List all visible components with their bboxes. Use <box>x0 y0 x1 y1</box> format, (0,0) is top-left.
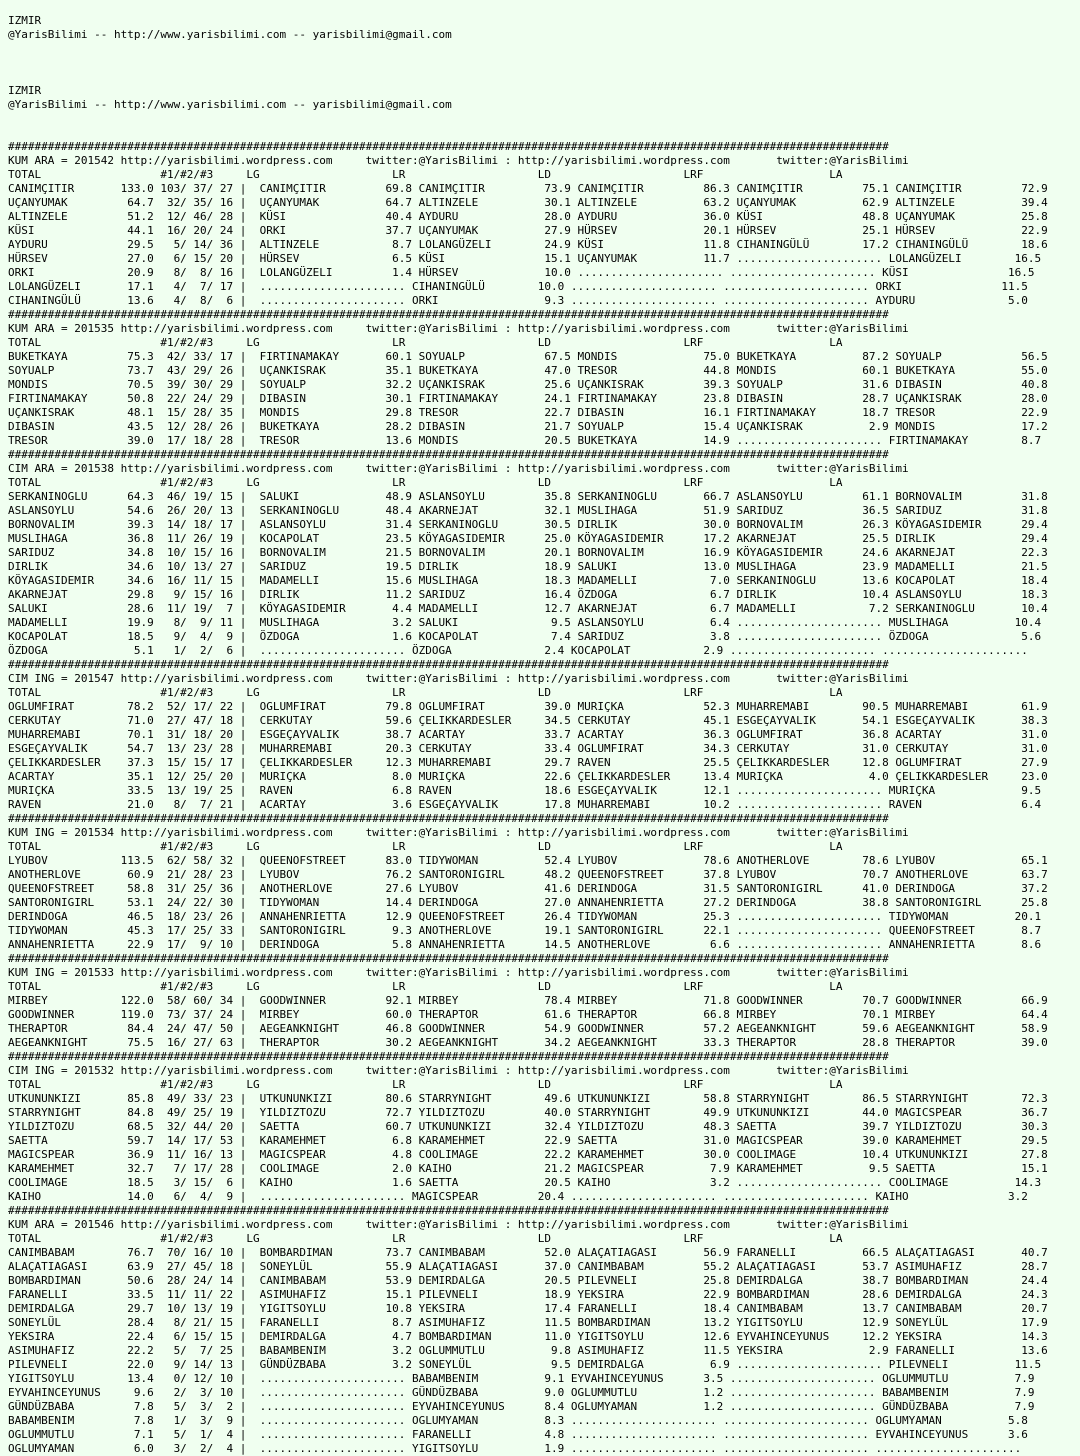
header-line: IZMIR <box>8 84 42 97</box>
table-row: AKARNEJAT 29.8 9/ 15/ 16 | DIRLIK 11.2 SARIDUZ 16.4 ÖZDOGA 6.7 DIRLIK 10.4 ASLANSOYLU 18.3 <box>8 588 1048 601</box>
table-row: YILDIZTOZU 68.5 32/ 44/ 20 | SAETTA 60.7 UTKUNUNKIZI 32.4 YILDIZTOZU 48.3 SAETTA 39.7 YILDIZTOZU 30.3 <box>8 1120 1048 1133</box>
table-row: MAGICSPEAR 36.9 11/ 16/ 13 | MAGICSPEAR 4.8 COOLIMAGE 22.2 KARAMEHMET 30.0 COOLIMAGE 10.4 UTKUNUNKIZI 27.8 <box>8 1148 1048 1161</box>
table-row: ASIMUHAFIZ 22.2 5/ 7/ 25 | BABAMBENIM 3.2 OGLUMMUTLU 9.8 ASIMUHAFIZ 11.5 YEKSIRA 2.9 FARANELLI 13.6 <box>8 1344 1048 1357</box>
section-separator: ##################################################################################################################################### <box>8 658 889 671</box>
section-title: KUM ING = 201533 http://yarisbilimi.wordpress.com twitter:@YarisBilimi : http://yarisbilimi.wordpress.com twitter:@YarisBilimi <box>8 966 909 979</box>
table-row: RAVEN 21.0 8/ 7/ 21 | ACARTAY 3.6 ESGEÇAYVALIK 17.8 MUHARREMABI 10.2 ...................... RAVEN 6.4 <box>8 798 1042 811</box>
section-title: KUM ARA = 201535 http://yarisbilimi.wordpress.com twitter:@YarisBilimi : http://yarisbilimi.wordpress.com twitter:@YarisBilimi <box>8 322 909 335</box>
table-row: AYDURU 29.5 5/ 14/ 36 | ALTINZELE 8.7 LOLANGÜZELI 24.9 KÜSI 11.8 CIHANINGÜLÜ 17.2 CIHANINGÜLÜ 18.6 <box>8 238 1048 251</box>
table-row: KÜSI 44.1 16/ 20/ 24 | ORKI 37.7 UÇANYUMAK 27.9 HÜRSEV 20.1 HÜRSEV 25.1 HÜRSEV 22.9 <box>8 224 1048 237</box>
table-row: MONDIS 70.5 39/ 30/ 29 | SOYUALP 32.2 UÇANKISRAK 25.6 UÇANKISRAK 39.3 SOYUALP 31.6 DIBASIN 40.8 <box>8 378 1048 391</box>
header-line <box>8 0 1080 14</box>
section-title: CIM ING = 201547 http://yarisbilimi.wordpress.com twitter:@YarisBilimi : http://yarisbilimi.wordpress.com twitter:@YarisBilimi <box>8 672 909 685</box>
table-row: ÖZDOGA 5.1 1/ 2/ 6 | ...................... ÖZDOGA 2.4 KOCAPOLAT 2.9 ...................... ...................... <box>8 644 1028 657</box>
table-row: THERAPTOR 84.4 24/ 47/ 50 | AEGEANKNIGHT 46.8 GOODWINNER 54.9 GOODWINNER 57.2 AEGEANKNIGHT 59.6 AEGEANKNIGHT 58.9 <box>8 1022 1048 1035</box>
table-row: CERKUTAY 71.0 27/ 47/ 18 | CERKUTAY 59.6 ÇELIKKARDESLER 34.5 CERKUTAY 45.1 ESGEÇAYVALIK 54.1 ESGEÇAYVALIK 38.3 <box>8 714 1048 727</box>
header-line <box>8 112 1080 126</box>
column-header: TOTAL #1/#2/#3 LG LR LD LRF LA <box>8 336 843 349</box>
table-row: DEMIRDALGA 29.7 10/ 13/ 19 | YIGITSOYLU 10.8 YEKSIRA 17.4 FARANELLI 18.4 CANIMBABAM 13.7 CANIMBABAM 20.7 <box>8 1302 1048 1315</box>
section-title: KUM ING = 201534 http://yarisbilimi.wordpress.com twitter:@YarisBilimi : http://yarisbilimi.wordpress.com twitter:@YarisBilimi <box>8 826 909 839</box>
table-row: OGLUMYAMAN 6.0 3/ 2/ 4 | ...................... YIGITSOYLU 1.9 ...................... ...................... ...................... <box>8 1442 1022 1455</box>
table-row: TIDYWOMAN 45.3 17/ 25/ 33 | SANTORONIGIRL 9.3 ANOTHERLOVE 19.1 SANTORONIGIRL 22.1 ...................... QUEENOFSTREET 8.7 <box>8 924 1042 937</box>
table-row: SERKANINOGLU 64.3 46/ 19/ 15 | SALUKI 48.9 ASLANSOYLU 35.8 SERKANINOGLU 66.7 ASLANSOYLU 61.1 BORNOVALIM 31.8 <box>8 490 1048 503</box>
table-row: ANOTHERLOVE 60.9 21/ 28/ 23 | LYUBOV 76.2 SANTORONIGIRL 48.2 QUEENOFSTREET 37.8 LYUBOV 70.7 ANOTHERLOVE 63.7 <box>8 868 1048 881</box>
column-header: TOTAL #1/#2/#3 LG LR LD LRF LA <box>8 980 843 993</box>
table-row: BOMBARDIMAN 50.6 28/ 24/ 14 | CANIMBABAM 53.9 DEMIRDALGA 20.5 PILEVNELI 25.8 DEMIRDALGA 38.7 BOMBARDIMAN 24.4 <box>8 1274 1048 1287</box>
header-line <box>8 56 1080 70</box>
header-line <box>8 42 1080 56</box>
table-row: YEKSIRA 22.4 6/ 15/ 15 | DEMIRDALGA 4.7 BOMBARDIMAN 11.0 YIGITSOYLU 12.6 EYVAHINCEYUNUS 12.2 YEKSIRA 14.3 <box>8 1330 1048 1343</box>
table-row: SARIDUZ 34.8 10/ 15/ 16 | BORNOVALIM 21.5 BORNOVALIM 20.1 BORNOVALIM 16.9 KÖYAGASIDEMIR 24.6 AKARNEJAT 22.3 <box>8 546 1048 559</box>
table-row: ACARTAY 35.1 12/ 25/ 20 | MURIÇKA 8.0 MURIÇKA 22.6 ÇELIKKARDESLER 13.4 MURIÇKA 4.0 ÇELIKKARDESLER 23.0 <box>8 770 1048 783</box>
header-line <box>8 70 1080 84</box>
table-row: SONEYLÜL 28.4 8/ 21/ 15 | FARANELLI 8.7 ASIMUHAFIZ 11.5 BOMBARDIMAN 13.2 YIGITSOYLU 12.9 SONEYLÜL 17.9 <box>8 1316 1048 1329</box>
table-row: UTKUNUNKIZI 85.8 49/ 33/ 23 | UTKUNUNKIZI 80.6 STARRYNIGHT 49.6 UTKUNUNKIZI 58.8 STARRYNIGHT 86.5 STARRYNIGHT 72.3 <box>8 1092 1048 1105</box>
table-row: SOYUALP 73.7 43/ 29/ 26 | UÇANKISRAK 35.1 BUKETKAYA 47.0 TRESOR 44.8 MONDIS 60.1 BUKETKAYA 55.0 <box>8 364 1048 377</box>
table-row: MIRBEY 122.0 58/ 60/ 34 | GOODWINNER 92.1 MIRBEY 78.4 MIRBEY 71.8 GOODWINNER 70.7 GOODWINNER 66.9 <box>8 994 1048 1007</box>
table-row: GÜNDÜZBABA 7.8 5/ 3/ 2 | ...................... EYVAHINCEYUNUS 8.4 OGLUMYAMAN 1.2 ...................... GÜNDÜZBABA 7.9 <box>8 1400 1035 1413</box>
header-line: @YarisBilimi -- http://www.yarisbilimi.com -- yarisbilimi@gmail.com <box>8 98 452 111</box>
table-row: SANTORONIGIRL 53.1 24/ 22/ 30 | TIDYWOMAN 14.4 DERINDOGA 27.0 ANNAHENRIETTA 27.2 DERINDOGA 38.8 SANTORONIGIRL 25.8 <box>8 896 1048 909</box>
table-row: KAIHO 14.0 6/ 4/ 9 | ...................... MAGICSPEAR 20.4 ...................... ...................... KAIHO 3.2 <box>8 1190 1028 1203</box>
table-row: MUHARREMABI 70.1 31/ 18/ 20 | ESGEÇAYVALIK 38.7 ACARTAY 33.7 ACARTAY 36.3 OGLUMFIRAT 36.8 ACARTAY 31.0 <box>8 728 1048 741</box>
table-row: DIBASIN 43.5 12/ 28/ 26 | BUKETKAYA 28.2 DIBASIN 21.7 SOYUALP 15.4 UÇANKISRAK 2.9 MONDIS 17.2 <box>8 420 1048 433</box>
table-row: OGLUMMUTLU 7.1 5/ 1/ 4 | ...................... FARANELLI 4.8 ...................... ...................... EYVAHINCEYUNUS 3.6 <box>8 1428 1028 1441</box>
table-row: CANIMÇITIR 133.0 103/ 37/ 27 | CANIMÇITIR 69.8 CANIMÇITIR 73.9 CANIMÇITIR 86.3 CANIMÇITIR 75.1 CANIMÇITIR 72.9 <box>8 182 1048 195</box>
table-row: DIRLIK 34.6 10/ 13/ 27 | SARIDUZ 19.5 DIRLIK 18.9 SALUKI 13.0 MUSLIHAGA 23.9 MADAMELLI 21.5 <box>8 560 1048 573</box>
table-row: KARAMEHMET 32.7 7/ 17/ 28 | COOLIMAGE 2.0 KAIHO 21.2 MAGICSPEAR 7.9 KARAMEHMET 9.5 SAETTA 15.1 <box>8 1162 1048 1175</box>
table-row: ORKI 20.9 8/ 8/ 16 | LOLANGÜZELI 1.4 HÜRSEV 10.0 ...................... ...................... KÜSI 16.5 <box>8 266 1035 279</box>
table-row: KOCAPOLAT 18.5 9/ 4/ 9 | ÖZDOGA 1.6 KOCAPOLAT 7.4 SARIDUZ 3.8 ...................... ÖZDOGA 5.6 <box>8 630 1042 643</box>
column-header: TOTAL #1/#2/#3 LG LR LD LRF LA <box>8 686 843 699</box>
table-row: TRESOR 39.0 17/ 18/ 28 | TRESOR 13.6 MONDIS 20.5 BUKETKAYA 14.9 ...................... FIRTINAMAKAY 8.7 <box>8 434 1042 447</box>
table-row: ALAÇATIAGASI 63.9 27/ 45/ 18 | SONEYLÜL 55.9 ALAÇATIAGASI 37.0 CANIMBABAM 55.2 ALAÇATIAGASI 53.7 ASIMUHAFIZ 28.7 <box>8 1260 1048 1273</box>
table-row: BUKETKAYA 75.3 42/ 33/ 17 | FIRTINAMAKAY 60.1 SOYUALP 67.5 MONDIS 75.0 BUKETKAYA 87.2 SOYUALP 56.5 <box>8 350 1048 363</box>
table-row: MUSLIHAGA 36.8 11/ 26/ 19 | KOCAPOLAT 23.5 KÖYAGASIDEMIR 25.0 KÖYAGASIDEMIR 17.2 AKARNEJAT 25.5 DIRLIK 29.4 <box>8 532 1048 545</box>
table-row: UÇANKISRAK 48.1 15/ 28/ 35 | MONDIS 29.8 TRESOR 22.7 DIBASIN 16.1 FIRTINAMAKAY 18.7 TRESOR 22.9 <box>8 406 1048 419</box>
section-title: KUM ARA = 201546 http://yarisbilimi.wordpress.com twitter:@YarisBilimi : http://yarisbilimi.wordpress.com twitter:@YarisBilimi <box>8 1218 909 1231</box>
table-row: UÇANYUMAK 64.7 32/ 35/ 16 | UÇANYUMAK 64.7 ALTINZELE 30.1 ALTINZELE 63.2 UÇANYUMAK 62.9 ALTINZELE 39.4 <box>8 196 1048 209</box>
table-row: STARRYNIGHT 84.8 49/ 25/ 19 | YILDIZTOZU 72.7 YILDIZTOZU 40.0 STARRYNIGHT 49.9 UTKUNUNKIZI 44.0 MAGICSPEAR 36.7 <box>8 1106 1048 1119</box>
table-row: BORNOVALIM 39.3 14/ 18/ 17 | ASLANSOYLU 31.4 SERKANINOGLU 30.5 DIRLIK 30.0 BORNOVALIM 26.3 KÖYAGASIDEMIR 29.4 <box>8 518 1048 531</box>
column-header: TOTAL #1/#2/#3 LG LR LD LRF LA <box>8 476 843 489</box>
section-separator: ##################################################################################################################################### <box>8 1204 889 1217</box>
header-line <box>8 126 1080 140</box>
table-row: SAETTA 59.7 14/ 17/ 53 | KARAMEHMET 6.8 KARAMEHMET 22.9 SAETTA 31.0 MAGICSPEAR 39.0 KARAMEHMET 29.5 <box>8 1134 1048 1147</box>
table-row: PILEVNELI 22.0 9/ 14/ 13 | GÜNDÜZBABA 3.2 SONEYLÜL 9.5 DEMIRDALGA 6.9 ...................... PILEVNELI 11.5 <box>8 1358 1042 1371</box>
table-row: BABAMBENIM 7.8 1/ 3/ 9 | ...................... OGLUMYAMAN 8.3 ...................... ...................... OGLUMYAMAN 5.8 <box>8 1414 1028 1427</box>
column-header: TOTAL #1/#2/#3 LG LR LD LRF LA <box>8 168 843 181</box>
section-separator: ##################################################################################################################################### <box>8 140 889 153</box>
table-row: HÜRSEV 27.0 6/ 15/ 20 | HÜRSEV 6.5 KÜSI 15.1 UÇANYUMAK 11.7 ...................... LOLANGÜZELI 16.5 <box>8 252 1042 265</box>
table-row: SALUKI 28.6 11/ 19/ 7 | KÖYAGASIDEMIR 4.4 MADAMELLI 12.7 AKARNEJAT 6.7 MADAMELLI 7.2 SERKANINOGLU 10.4 <box>8 602 1048 615</box>
table-row: YIGITSOYLU 13.4 0/ 12/ 10 | ...................... BABAMBENIM 9.1 EYVAHINCEYUNUS 3.5 ...................... OGLUMMUTLU 7.9 <box>8 1372 1035 1385</box>
table-row: GOODWINNER 119.0 73/ 37/ 24 | MIRBEY 60.0 THERAPTOR 61.6 THERAPTOR 66.8 MIRBEY 70.1 MIRBEY 64.4 <box>8 1008 1048 1021</box>
table-row: CIHANINGÜLÜ 13.6 4/ 8/ 6 | ...................... ORKI 9.3 ...................... ...................... AYDURU 5.0 <box>8 294 1028 307</box>
table-row: DERINDOGA 46.5 18/ 23/ 26 | ANNAHENRIETTA 12.9 QUEENOFSTREET 26.4 TIDYWOMAN 25.3 ...................... TIDYWOMAN 20.1 <box>8 910 1042 923</box>
section-title: KUM ARA = 201542 http://yarisbilimi.wordpress.com twitter:@YarisBilimi : http://yarisbilimi.wordpress.com twitter:@YarisBilimi <box>8 154 909 167</box>
table-row: COOLIMAGE 18.5 3/ 15/ 6 | KAIHO 1.6 SAETTA 20.5 KAIHO 3.2 ...................... COOLIMAGE 14.3 <box>8 1176 1042 1189</box>
table-row: ESGEÇAYVALIK 54.7 13/ 23/ 28 | MUHARREMABI 20.3 CERKUTAY 33.4 OGLUMFIRAT 34.3 CERKUTAY 31.0 CERKUTAY 31.0 <box>8 742 1048 755</box>
table-row: CANIMBABAM 76.7 70/ 16/ 10 | BOMBARDIMAN 73.7 CANIMBABAM 52.0 ALAÇATIAGASI 56.9 FARANELLI 66.5 ALAÇATIAGASI 40.7 <box>8 1246 1048 1259</box>
table-row: EYVAHINCEYUNUS 9.6 2/ 3/ 10 | ...................... GÜNDÜZBABA 9.0 OGLUMMUTLU 1.2 ...................... BABAMBENIM 7.9 <box>8 1386 1035 1399</box>
table-row: KÖYAGASIDEMIR 34.6 16/ 11/ 15 | MADAMELLI 15.6 MUSLIHAGA 18.3 MADAMELLI 7.0 SERKANINOGLU 13.6 KOCAPOLAT 18.4 <box>8 574 1048 587</box>
table-row: MADAMELLI 19.9 8/ 9/ 11 | MUSLIHAGA 3.2 SALUKI 9.5 ASLANSOYLU 6.4 ...................... MUSLIHAGA 10.4 <box>8 616 1042 629</box>
section-title: CIM ING = 201532 http://yarisbilimi.wordpress.com twitter:@YarisBilimi : http://yarisbilimi.wordpress.com twitter:@YarisBilimi <box>8 1064 909 1077</box>
header-line: @YarisBilimi -- http://www.yarisbilimi.com -- yarisbilimi@gmail.com <box>8 28 452 41</box>
table-row: MURIÇKA 33.5 13/ 19/ 25 | RAVEN 6.8 RAVEN 18.6 ESGEÇAYVALIK 12.1 ...................... MURIÇKA 9.5 <box>8 784 1042 797</box>
table-row: ANNAHENRIETTA 22.9 17/ 9/ 10 | DERINDOGA 5.8 ANNAHENRIETTA 14.5 ANOTHERLOVE 6.6 ...................... ANNAHENRIETTA 8.6 <box>8 938 1042 951</box>
section-separator: ##################################################################################################################################### <box>8 952 889 965</box>
section-separator: ##################################################################################################################################### <box>8 1050 889 1063</box>
column-header: TOTAL #1/#2/#3 LG LR LD LRF LA <box>8 840 843 853</box>
column-header: TOTAL #1/#2/#3 LG LR LD LRF LA <box>8 1078 843 1091</box>
section-separator: ##################################################################################################################################### <box>8 448 889 461</box>
table-row: LOLANGÜZELI 17.1 4/ 7/ 17 | ...................... CIHANINGÜLÜ 10.0 ...................... ...................... ORKI 11.5 <box>8 280 1028 293</box>
column-header: TOTAL #1/#2/#3 LG LR LD LRF LA <box>8 1232 843 1245</box>
table-row: AEGEANKNIGHT 75.5 16/ 27/ 63 | THERAPTOR 30.2 AEGEANKNIGHT 34.2 AEGEANKNIGHT 33.3 THERAPTOR 28.8 THERAPTOR 39.0 <box>8 1036 1048 1049</box>
table-row: ÇELIKKARDESLER 37.3 15/ 15/ 17 | ÇELIKKARDESLER 12.3 MUHARREMABI 29.7 RAVEN 25.5 ÇELIKKARDESLER 12.8 OGLUMFIRAT 27.9 <box>8 756 1048 769</box>
table-row: OGLUMFIRAT 78.2 52/ 17/ 22 | OGLUMFIRAT 79.8 OGLUMFIRAT 39.0 MURIÇKA 52.3 MUHARREMABI 90.5 MUHARREMABI 61.9 <box>8 700 1048 713</box>
table-row: LYUBOV 113.5 62/ 58/ 32 | QUEENOFSTREET 83.0 TIDYWOMAN 52.4 LYUBOV 78.6 ANOTHERLOVE 78.6 LYUBOV 65.1 <box>8 854 1048 867</box>
table-row: FARANELLI 33.5 11/ 11/ 22 | ASIMUHAFIZ 15.1 PILEVNELI 18.9 YEKSIRA 22.9 BOMBARDIMAN 28.6 DEMIRDALGA 24.3 <box>8 1288 1048 1301</box>
table-row: ALTINZELE 51.2 12/ 46/ 28 | KÜSI 40.4 AYDURU 28.0 AYDURU 36.0 KÜSI 48.8 UÇANYUMAK 25.8 <box>8 210 1048 223</box>
section-title: CIM ARA = 201538 http://yarisbilimi.wordpress.com twitter:@YarisBilimi : http://yarisbilimi.wordpress.com twitter:@YarisBilimi <box>8 462 909 475</box>
section-separator: ##################################################################################################################################### <box>8 308 889 321</box>
table-row: QUEENOFSTREET 58.8 31/ 25/ 36 | ANOTHERLOVE 27.6 LYUBOV 41.6 DERINDOGA 31.5 SANTORONIGIRL 41.0 DERINDOGA 37.2 <box>8 882 1048 895</box>
table-row: ASLANSOYLU 54.6 26/ 20/ 13 | SERKANINOGLU 48.4 AKARNEJAT 32.1 MUSLIHAGA 51.9 SARIDUZ 36.5 SARIDUZ 31.8 <box>8 504 1048 517</box>
section-separator: ##################################################################################################################################### <box>8 812 889 825</box>
header-line: IZMIR <box>8 14 42 27</box>
race-stats-document <box>8 0 1080 1456</box>
table-row: FIRTINAMAKAY 50.8 22/ 24/ 29 | DIBASIN 30.1 FIRTINAMAKAY 24.1 FIRTINAMAKAY 23.8 DIBASIN 28.7 UÇANKISRAK 28.0 <box>8 392 1048 405</box>
